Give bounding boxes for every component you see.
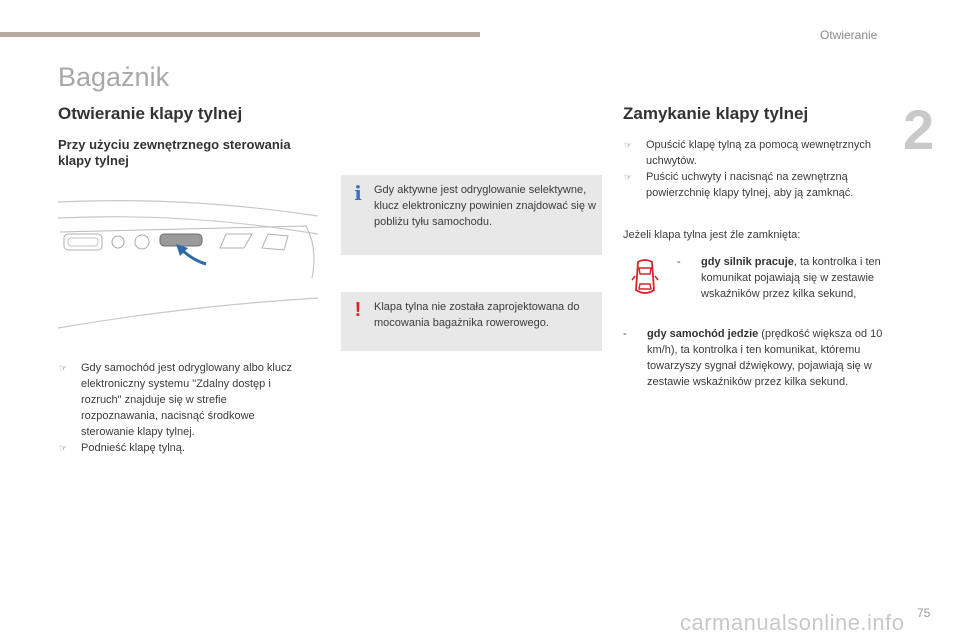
arrow-bullet-icon: ☞	[624, 172, 633, 182]
case-engine-running-label: gdy silnik pracuje	[701, 256, 794, 268]
chapter-number: 2	[903, 98, 935, 161]
list-item: ☞ Puścić uchwyty i nacisnąć na zewnętrzną powierzchnię klapy tylnej, aby ją zamknąć.	[624, 171, 854, 199]
list-item: ☞ Gdy samochód jest odryglowany albo klucz elektroniczny systemu "Zdalny dostęp i rozruch" znajduje się w strefie rozpoznawania, nacisnąć środkowe sterowanie klapy tylnej.	[59, 362, 292, 438]
open-tailgate-warning-lamp-icon	[630, 256, 660, 300]
opening-heading: Otwieranie klapy tylnej	[58, 104, 243, 123]
closing-steps	[623, 137, 893, 201]
list-item: ☞ Podnieść klapę tylną.	[59, 442, 185, 454]
arrow-bullet-icon: ☞	[624, 140, 633, 150]
tailgate-control-illustration	[56, 188, 321, 338]
list-item: ☞ Opuścić klapę tylną za pomocą wewnętrznych uchwytów.	[624, 139, 871, 167]
info-box	[341, 175, 602, 255]
case-engine-running: - gdy silnik pracuje, ta kontrolka i ten komunikat pojawiają się w zestawie wskaźników przez kilka sekund,	[677, 256, 881, 300]
page-number: 75	[917, 606, 931, 620]
arrow-bullet-icon: ☞	[59, 443, 68, 453]
case-vehicle-moving-text: (prędkość większa od 10 km/h), ta kontrolka i ten komunikat, któremu towarzyszy sygnał dźwiękowy, pojawiają się w zestawie wskaźników przez kilka sekund.	[647, 328, 883, 388]
case-engine-running-text: , ta kontrolka i ten komunikat pojawiają się w zestawie wskaźników przez kilka sekund,	[701, 256, 881, 300]
closing-heading: Zamykanie klapy tylnej	[623, 104, 809, 123]
section-tab: Otwieranie	[820, 28, 878, 42]
case-vehicle-moving: - gdy samochód jedzie (prędkość większa od 10 km/h), ta kontrolka i ten komunikat, któremu towarzyszy sygnał dźwiękowy, pojawiają się w zestawie wskaźników przez kilka sekund.	[623, 328, 883, 388]
info-box-text: Gdy aktywne jest odryglowanie selektywne, klucz elektroniczny powinien znajdować się w pobliżu tyłu samochodu.	[374, 184, 596, 228]
page-title: Bagażnik	[58, 62, 170, 92]
warning-box-text: Klapa tylna nie została zaprojektowana do mocowania bagażnika rowerowego.	[374, 301, 580, 329]
watermark: carmanualsonline.info	[680, 610, 905, 635]
info-icon: i	[354, 181, 362, 205]
warning-box	[341, 292, 602, 351]
opening-steps	[58, 360, 298, 456]
opening-subheading: Przy użyciu zewnętrznego sterowania klapy tylnej	[58, 137, 291, 168]
arrow-bullet-icon: ☞	[59, 363, 68, 373]
improper-closing-intro: Jeżeli klapa tylna jest źle zamknięta:	[623, 229, 801, 241]
case-vehicle-moving-label: gdy samochód jedzie	[647, 328, 759, 340]
section-color-bar	[0, 32, 480, 37]
warning-icon: !	[354, 299, 362, 321]
